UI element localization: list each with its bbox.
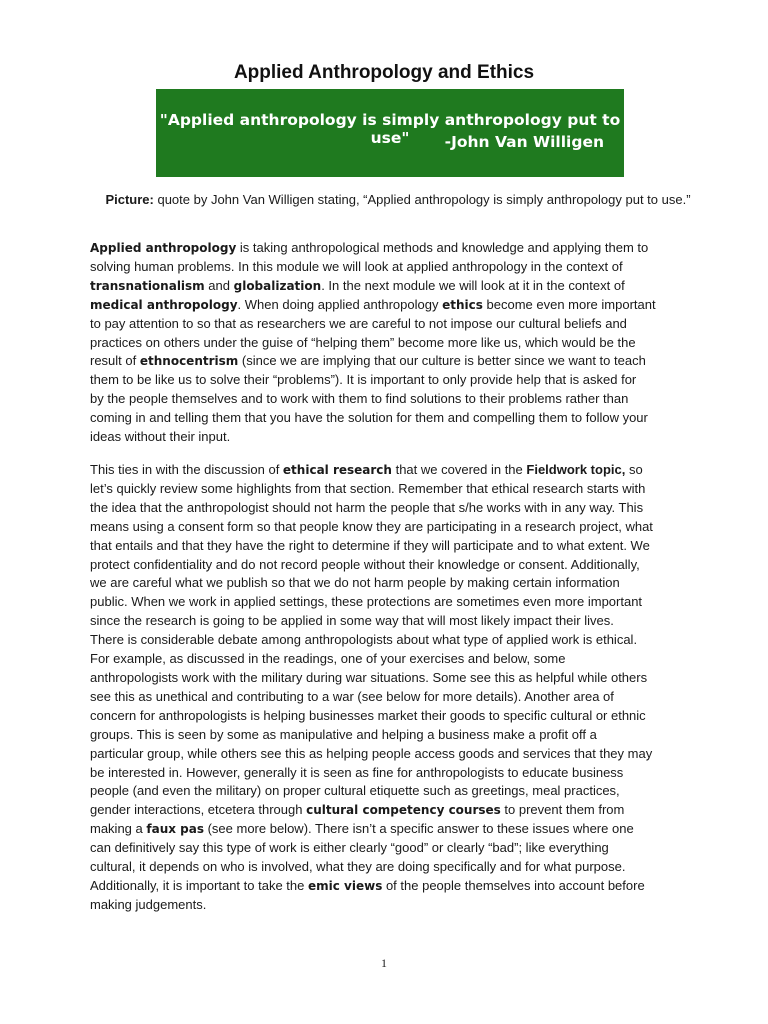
text-run: means using a consent form so that people know they are participating in a research project, what [90, 518, 653, 534]
text-line [90, 315, 680, 334]
text-run: For example, as discussed in the readings, one of your exercises and below, some [90, 651, 566, 667]
quote-text: "Applied anthropology is simply anthropology put to use" [159, 111, 621, 147]
paragraph-ethical-research [90, 461, 680, 915]
caption-text: quote by John Van Willigen stating, “Applied anthropology is simply anthropology put to use.” [153, 192, 691, 207]
text-run: that we covered in the [391, 462, 527, 477]
text-run: practices on others under the guise of “helping them” become more like us, which would be the [90, 334, 636, 350]
quote-image [156, 89, 624, 177]
text-run: . In the next module we will look at it in the context of [321, 277, 625, 293]
text-run: particular group, while others see this as helping people access goods and services that they may [90, 745, 653, 761]
text-line [90, 726, 680, 745]
text-run: people (and even the military) on proper cultural etiquette such as greetings, meal practices, [90, 783, 620, 799]
text-line [90, 296, 680, 315]
text-line [90, 858, 680, 877]
text-run: There is considerable debate among anthropologists about what type of applied work is ethical. [90, 632, 638, 648]
text-line [90, 537, 680, 556]
text-run: can definitively say this type of work is either clearly “good” or clearly “bad”; like everything [90, 840, 609, 856]
text-line [90, 612, 680, 631]
text-line [90, 371, 680, 390]
text-line [90, 877, 680, 896]
text-run: (since we are implying that our culture is better since we want to teach [238, 353, 646, 369]
key-term: cultural competency courses [306, 803, 501, 818]
text-line [90, 480, 680, 499]
text-run: to pay attention to so that as researchers we are careful to not impose our cultural beliefs and [90, 315, 627, 331]
text-line [90, 277, 680, 296]
text-run: see this as unethical and contributing to a war (see below for more details). Another area of [90, 688, 614, 704]
key-term: ethical research [282, 463, 392, 477]
page-number: 1 [381, 956, 387, 970]
text-run: be interested in. However, generally it is seen as fine for anthropologists to educate business [90, 764, 624, 780]
text-line [90, 688, 680, 707]
text-run: result of [90, 353, 140, 369]
key-term: faux pas [146, 822, 204, 837]
text-run: . When doing applied anthropology [237, 296, 443, 312]
text-line [90, 461, 680, 480]
text-run: ideas without their input. [90, 429, 231, 445]
key-term: medical anthropology [90, 297, 238, 312]
text-line [90, 782, 680, 801]
text-run: we are careful what we publish so that we do not harm people by making certain information [90, 575, 620, 591]
text-line [90, 556, 680, 575]
key-term: globalization [233, 278, 322, 293]
text-run: them to be like us to solve their “problems”). It is important to only provide help that is asked for [90, 372, 637, 388]
text-run: gender interactions, etcetera through [90, 802, 307, 818]
text-line [90, 574, 680, 593]
caption-label: Picture: [105, 192, 154, 207]
text-run: solving human problems. In this module we will look at applied anthropology in the context of [90, 258, 623, 274]
bold-term: Fieldwork topic, [526, 462, 626, 477]
text-run: coming in and telling them that you have the solution for them and compelling them to follow your [90, 410, 648, 426]
text-line [90, 499, 680, 518]
text-run: let’s quickly review some highlights from that section. Remember that ethical research starts with [90, 480, 646, 496]
page-title: Applied Anthropology and Ethics [233, 62, 535, 83]
text-line [90, 896, 680, 915]
text-line [90, 650, 680, 669]
picture-caption [96, 190, 700, 209]
text-run: (see more below). There isn’t a specific answer to these issues where one [203, 821, 634, 837]
text-line [90, 352, 680, 371]
text-run: since the research is going to be applied in some way that will most likely impact their lives. [90, 613, 614, 629]
text-run: cultural, it depends on who is involved, what they are doing specifically and for what purpose. [90, 859, 626, 875]
text-run: that entails and that they have the right to determine if they will participate and to what extent. We [90, 537, 650, 553]
quote-author: -John Van Willigen [444, 133, 604, 151]
text-run: of the people themselves into account before [382, 877, 645, 893]
text-line [90, 707, 680, 726]
text-line [90, 239, 680, 258]
text-line [90, 669, 680, 688]
text-run: Additionally, it is important to take the [90, 877, 308, 893]
text-line [90, 409, 680, 428]
key-term: ethics [442, 297, 483, 312]
text-run: protect confidentiality and do not record people without their knowledge or consent. Additionally, [90, 556, 640, 572]
text-line [90, 593, 680, 612]
key-term: transnationalism [90, 278, 205, 293]
text-run: anthropologists work with the military during war situations. Some see this as helpful while others [90, 669, 648, 685]
text-run: This ties in with the discussion of [90, 462, 283, 477]
text-run: making a [90, 821, 147, 837]
text-line [90, 745, 680, 764]
text-run: to prevent them from [500, 802, 625, 818]
text-run: and [204, 277, 234, 293]
text-line [90, 839, 680, 858]
text-run: the idea that the anthropologist should not harm the people that s/he works with in any way. This [90, 499, 644, 515]
text-line [90, 258, 680, 277]
text-line [90, 334, 680, 353]
text-line [90, 428, 680, 447]
text-line [90, 801, 680, 820]
text-line [90, 820, 680, 839]
text-run: so [625, 462, 643, 477]
key-term: ethnocentrism [139, 354, 239, 369]
text-line [90, 390, 680, 409]
text-run: become even more important [482, 296, 656, 312]
text-line [90, 764, 680, 783]
text-run: making judgements. [90, 896, 207, 912]
text-run: is taking anthropological methods and knowledge and applying them to [236, 240, 649, 255]
key-term: Applied anthropology [90, 241, 237, 255]
key-term: emic views [307, 878, 383, 893]
text-line [90, 518, 680, 537]
text-line [90, 631, 680, 650]
text-run: concern for anthropologists is helping businesses market their goods to specific cultural or ethnic [90, 707, 646, 723]
text-run: public. When we work in applied settings, these protections are sometimes even more important [90, 594, 643, 610]
text-run: by the people themselves and to work with them to find solutions to their problems rather than [90, 391, 629, 407]
paragraph-applied-anthropology [90, 239, 680, 447]
text-run: groups. This is seen by some as manipulative and helping a business make a profit off a [90, 726, 597, 742]
